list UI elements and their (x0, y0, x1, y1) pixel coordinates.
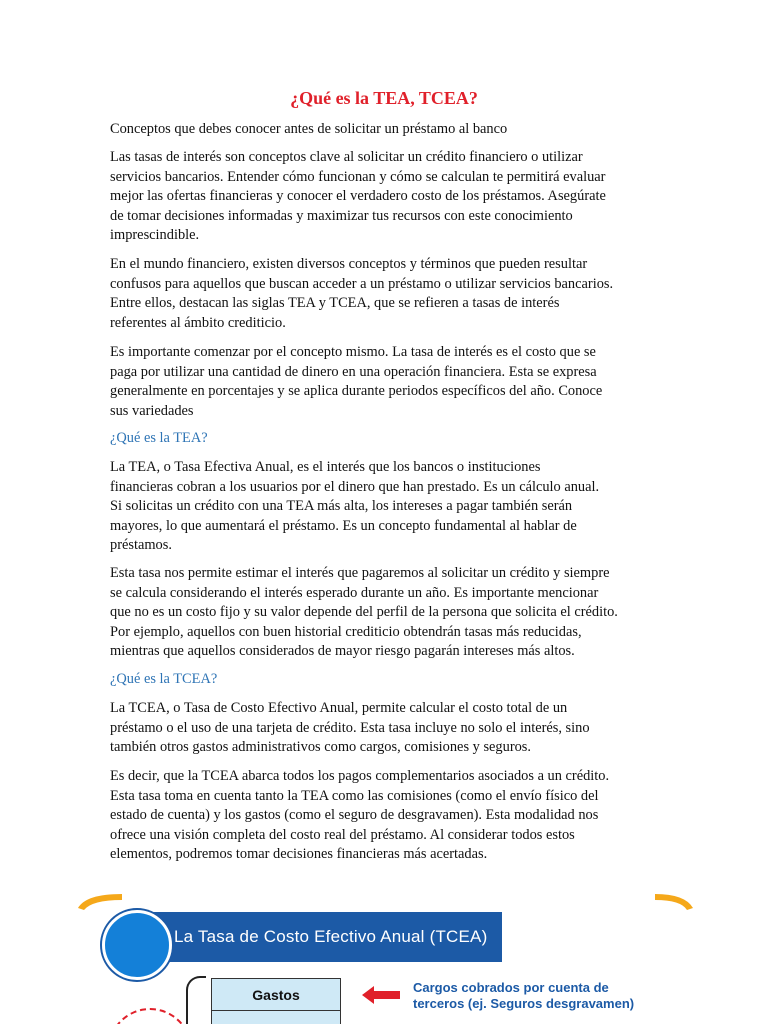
paragraph-1: Las tasas de interés son conceptos clave al solicitar un crédito financiero o utilizar servicios bancarios. Entender cómo funcionan y cómo se calculan te permitirá evaluar mejor las ofertas financieras y conocer el verdadero costo de los préstamos. Asegúrate de tomar decisiones informadas y maximizar tus recursos con este conocimiento imprescindible. (110, 149, 606, 243)
document-title: ¿Qué es la TEA, TCEA? (290, 88, 478, 108)
paragraph-5: Esta tasa nos permite estimar el interés que pagaremos al solicitar un crédito y siempre se calcula considerando el interés esperado durante un año. Es importante mencionar que no es un costo fijo y su valor depende del perfil de la persona que solicita el crédito. Por ejemplo, aquellos con buen historial crediticio obtendrán tasas más reducidas, mientras que aquellos considerados de mayor riesgo pagarán intereses más altos. (110, 565, 618, 659)
cost-table (211, 978, 341, 1024)
tcea-banner-title: La Tasa de Costo Efectivo Anual (TCEA) (174, 927, 488, 946)
document-subtitle: Conceptos que debes conocer antes de solicitar un préstamo al banco (110, 121, 508, 137)
dashed-circle-decoration (108, 1008, 192, 1024)
paragraph-3: Es importante comenzar por el concepto mismo. La tasa de interés es el costo que se paga por utilizar una cantidad de dinero en una operación financiera. Esta se expresa generalmente en porcentajes y se aplica durante periodos específicos del año. Conoce sus variedades (110, 344, 603, 419)
gastos-label: Gastos (252, 986, 300, 1003)
blue-circle-decoration (102, 910, 172, 980)
heading-tcea: ¿Qué es la TCEA? (110, 671, 218, 687)
bracket-decoration (186, 976, 206, 1024)
third-party-charges-note: Cargos cobrados por cuenta de terceros (ej. Seguros desgravamen) (413, 980, 635, 1011)
tcea-banner (150, 912, 502, 962)
paragraph-7: Es decir, que la TCEA abarca todos los pagos complementarios asociados a un crédito. Esta tasa toma en cuenta tanto la TEA como las comisiones (como el envío físico del estado de cuenta) y los gastos (como el seguro de desgravamen). Esta modalidad nos ofrece una visión completa del costo real del préstamo. Al considerar todos estos elementos, podremos tomar decisiones financieras más acertadas. (110, 768, 610, 862)
tcea-infographic (0, 880, 768, 1024)
orange-corner-right-decoration (655, 892, 695, 910)
paragraph-6: La TCEA, o Tasa de Costo Efectivo Anual, permite calcular el costo total de un préstamo o el uso de una tarjeta de crédito. Esta tasa incluye no solo el interés, sino también otros gastos administrativos como cargos, comisiones y seguros. (110, 700, 590, 755)
orange-corner-left-decoration (76, 892, 124, 910)
gastos-row (212, 979, 340, 1011)
table-row-empty (212, 1011, 340, 1024)
left-arrow-icon (362, 986, 400, 1004)
paragraph-2: En el mundo financiero, existen diversos conceptos y términos que pueden resultar confusos para aquellos que buscan acceder a un préstamo o utilizar servicios bancarios. Entre ellos, destacan las siglas TEA y TCEA, que se refieren a tasas de interés referentes al ámbito crediticio. (110, 256, 614, 331)
paragraph-4: La TEA, o Tasa Efectiva Anual, es el interés que los bancos o instituciones financieras cobran a los usuarios por el dinero que han prestado. Es un cálculo anual. Si solicitas un crédito con una TEA más alta, los intereses a pagar también serán mayores, lo que aumentará el préstamo. Es un concepto fundamental al hablar de préstamos. (110, 459, 600, 553)
heading-tea: ¿Qué es la TEA? (110, 430, 208, 446)
